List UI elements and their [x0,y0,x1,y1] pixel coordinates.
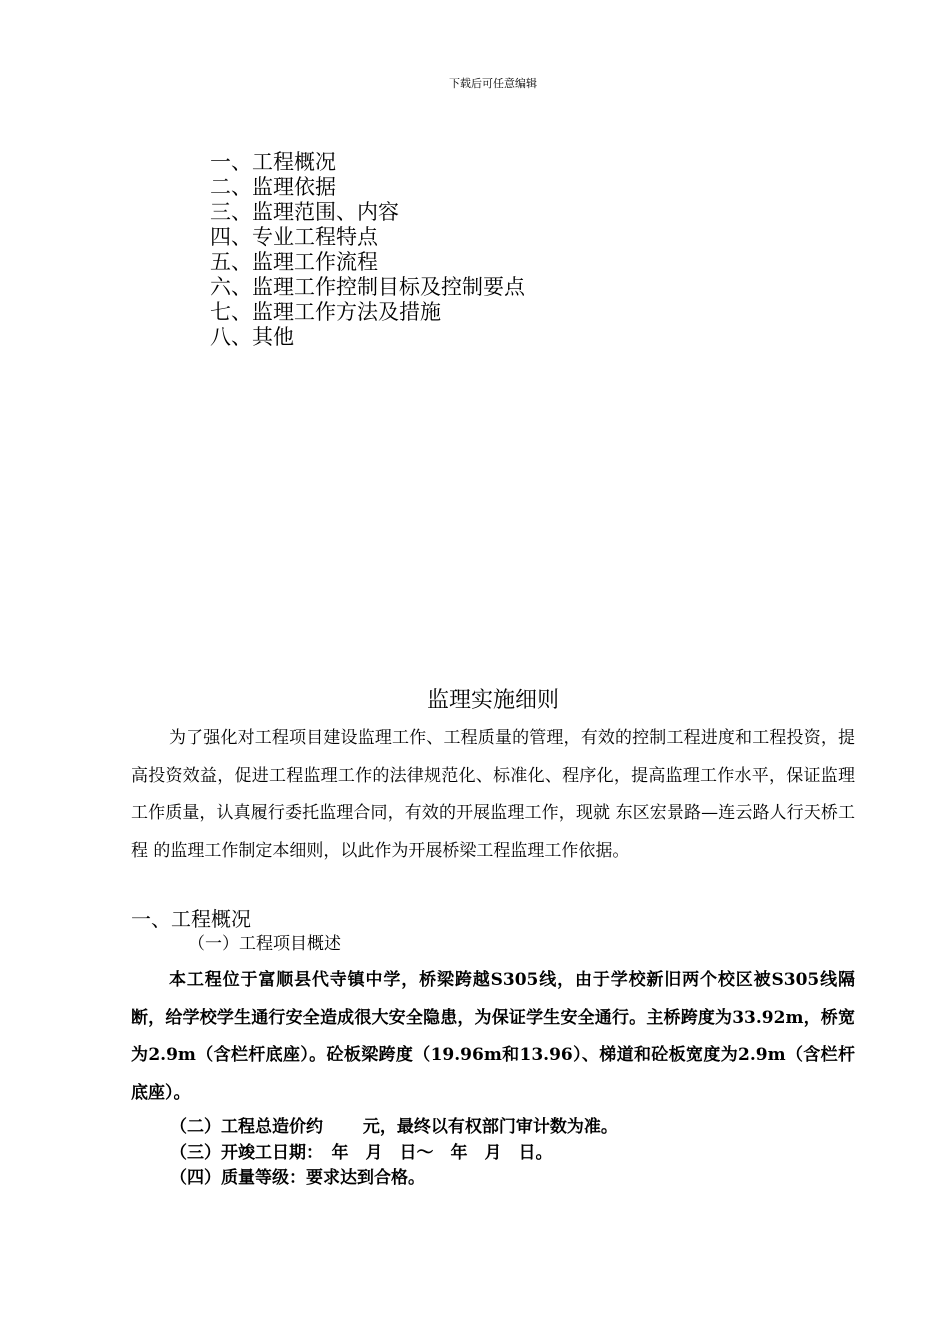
toc-item: 六、监理工作控制目标及控制要点 [210,275,525,299]
document-title: 监理实施细则 [426,688,559,713]
toc-item: 三、监理范围、内容 [210,200,399,224]
subsection-heading-project-summary: （一）工程项目概述 [188,934,341,954]
item-total-cost: （二）工程总造价约 元，最终以有权部门审计数为准。 [170,1117,618,1137]
project-overview-paragraph: 本工程位于富顺县代寺镇中学，桥梁跨越S305线，由于学校新旧两个校区被S305线隔断，给学校学生通行安全造成很大安全隐患，为保证学生安全通行。主桥跨度为33.92m，桥宽为2.9m（含栏杆底座）。砼板梁跨度（19.96m和13.96）、梯道和砼板宽度为2.9m（含栏杆底座）。 [131,970,855,1103]
toc-item: 四、专业工程特点 [210,225,378,249]
toc-item: 五、监理工作流程 [210,250,378,274]
intro-paragraph: 为了强化对工程项目建设监理工作、工程质量的管理，有效的控制工程进度和工程投资，提高投资效益，促进工程监理工作的法律规范化、标准化、程序化，提高监理工作水平，保证监理工作质量，认真履行委托监理合同，有效的开展监理工作，现就 东区宏景路—连云路人行天桥工程 的监理工作制定本细则，以此作为开展桥梁工程监理工作依据。 [131,728,855,861]
toc-item: 二、监理依据 [210,175,336,199]
toc-item: 八、其他 [210,325,294,349]
page-header: 下载后可任意编辑 [449,77,537,90]
toc-item: 七、监理工作方法及措施 [210,300,441,324]
section-heading-overview: 一、工程概况 [131,907,251,931]
toc-item: 一、工程概况 [210,150,336,174]
item-construction-dates: （三）开竣工日期： 年 月 日～ 年 月 日。 [170,1143,553,1163]
item-quality-grade: （四）质量等级：要求达到合格。 [170,1168,425,1188]
table-of-contents [210,150,525,350]
